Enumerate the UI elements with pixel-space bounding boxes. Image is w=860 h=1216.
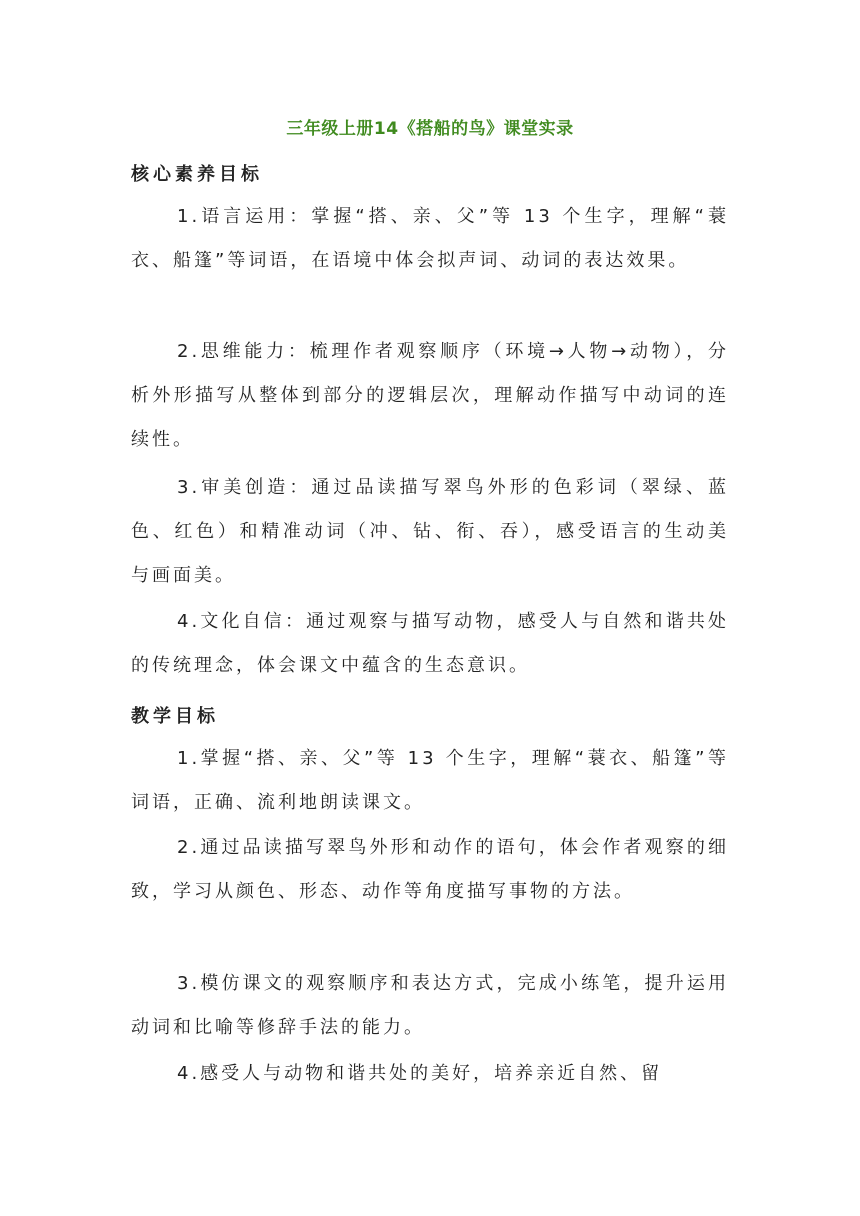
- paragraph-goal-2: 2.通过品读描写翠鸟外形和动作的语句，体会作者观察的细致，学习从颜色、形态、动作等角度描写事物的方法。: [131, 837, 729, 902]
- paragraph-aesthetic-creation: 3.审美创造：通过品读描写翠鸟外形的色彩词（翠绿、蓝色、红色）和精准动词（冲、钻、衔、吞），感受语言的生动美与画面美。: [131, 477, 729, 586]
- section-heading-teaching-goals: 教学目标: [131, 706, 219, 727]
- paragraph-goal-4: 4.感受人与动物和谐共处的美好，培养亲近自然、留: [177, 1063, 663, 1084]
- paragraph-goal-3: 3.模仿课文的观察顺序和表达方式，完成小练笔，提升运用动词和比喻等修辞手法的能力。: [131, 973, 729, 1038]
- paragraph-cultural-confidence: 4.文化自信：通过观察与描写动物，感受人与自然和谐共处的传统理念，体会课文中蕴含的生态意识。: [131, 611, 729, 676]
- document-title: 三年级上册14《搭船的鸟》课堂实录: [286, 119, 574, 139]
- section-heading-core-literacy: 核心素养目标: [131, 164, 263, 185]
- paragraph-thinking-ability: 2.思维能力：梳理作者观察顺序（环境→人物→动物），分析外形描写从整体到部分的逻辑层次，理解动作描写中动词的连续性。: [131, 341, 729, 450]
- paragraph-goal-1: 1.掌握“搭、亲、父”等 13 个生字，理解“蓑衣、船篷”等词语，正确、流利地朗读课文。: [131, 748, 729, 813]
- paragraph-language-use: 1.语言运用：掌握“搭、亲、父”等 13 个生字，理解“蓑衣、船篷”等词语，在语境中体会拟声词、动词的表达效果。: [131, 206, 729, 271]
